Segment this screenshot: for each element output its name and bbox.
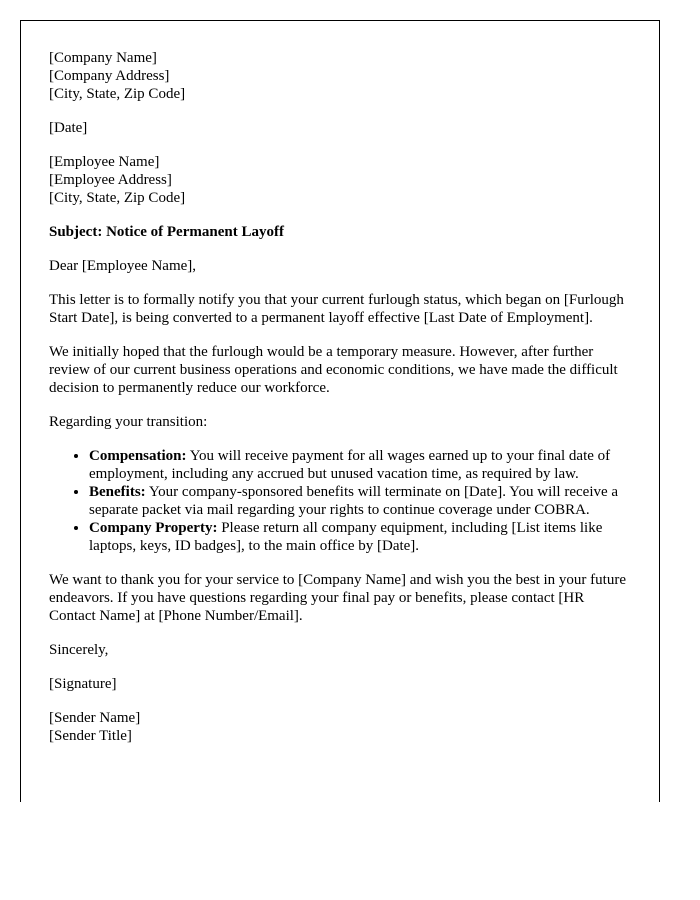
sender-address-block bbox=[49, 49, 631, 103]
explanation-paragraph: We initially hoped that the furlough would be a temporary measure. However, after further review of our current business operations and economic conditions, we have made the difficult decision to permanently reduce our workforce. bbox=[49, 344, 618, 396]
signature-placeholder: [Signature] bbox=[49, 676, 117, 692]
employee-city-state-zip: [City, State, Zip Code] bbox=[49, 190, 186, 206]
notification-paragraph: This letter is to formally notify you that your current furlough status, which began on [Furlough Start Date], is being converted to a permanent layoff effective [Last Date of Employment]. bbox=[49, 292, 624, 326]
company-property-term: Company Property: bbox=[89, 520, 218, 536]
sender-name: [Sender Name] bbox=[49, 710, 141, 726]
company-name: [Company Name] bbox=[49, 50, 157, 66]
company-address: [Company Address] bbox=[49, 68, 170, 84]
letter-date: [Date] bbox=[49, 120, 88, 136]
transition-intro: Regarding your transition: bbox=[49, 414, 208, 430]
company-property-text: Please return all company equipment, including [List items like laptops, keys, ID badges], to the main office by [Date]. bbox=[89, 520, 603, 554]
closing-paragraph: We want to thank you for your service to [Company Name] and wish you the best in your future endeavors. If you have questions regarding your final pay or benefits, please contact [HR Contact Name] at [Phone Number/Email]. bbox=[49, 572, 626, 624]
compensation-term: Compensation: bbox=[89, 448, 187, 464]
list-item-company-property bbox=[89, 519, 631, 555]
list-item-benefits bbox=[89, 483, 631, 519]
closing: Sincerely, bbox=[49, 642, 109, 658]
employee-address: [Employee Address] bbox=[49, 172, 172, 188]
employee-name: [Employee Name] bbox=[49, 154, 160, 170]
list-item-compensation bbox=[89, 447, 631, 483]
letter-page bbox=[20, 20, 660, 802]
subject-line: Subject: Notice of Permanent Layoff bbox=[49, 224, 284, 240]
sender-signoff-block bbox=[49, 709, 631, 745]
salutation: Dear [Employee Name], bbox=[49, 258, 197, 274]
benefits-term: Benefits: bbox=[89, 484, 146, 500]
benefits-text: Your company-sponsored benefits will terminate on [Date]. You will receive a separate packet via mail regarding your rights to continue coverage under COBRA. bbox=[89, 484, 619, 518]
compensation-text: You will receive payment for all wages earned up to your final date of employment, including any accrued but unused vacation time, as required by law. bbox=[89, 448, 611, 482]
transition-list bbox=[49, 447, 631, 555]
company-city-state-zip: [City, State, Zip Code] bbox=[49, 86, 186, 102]
sender-title: [Sender Title] bbox=[49, 728, 132, 744]
recipient-address-block bbox=[49, 153, 631, 207]
